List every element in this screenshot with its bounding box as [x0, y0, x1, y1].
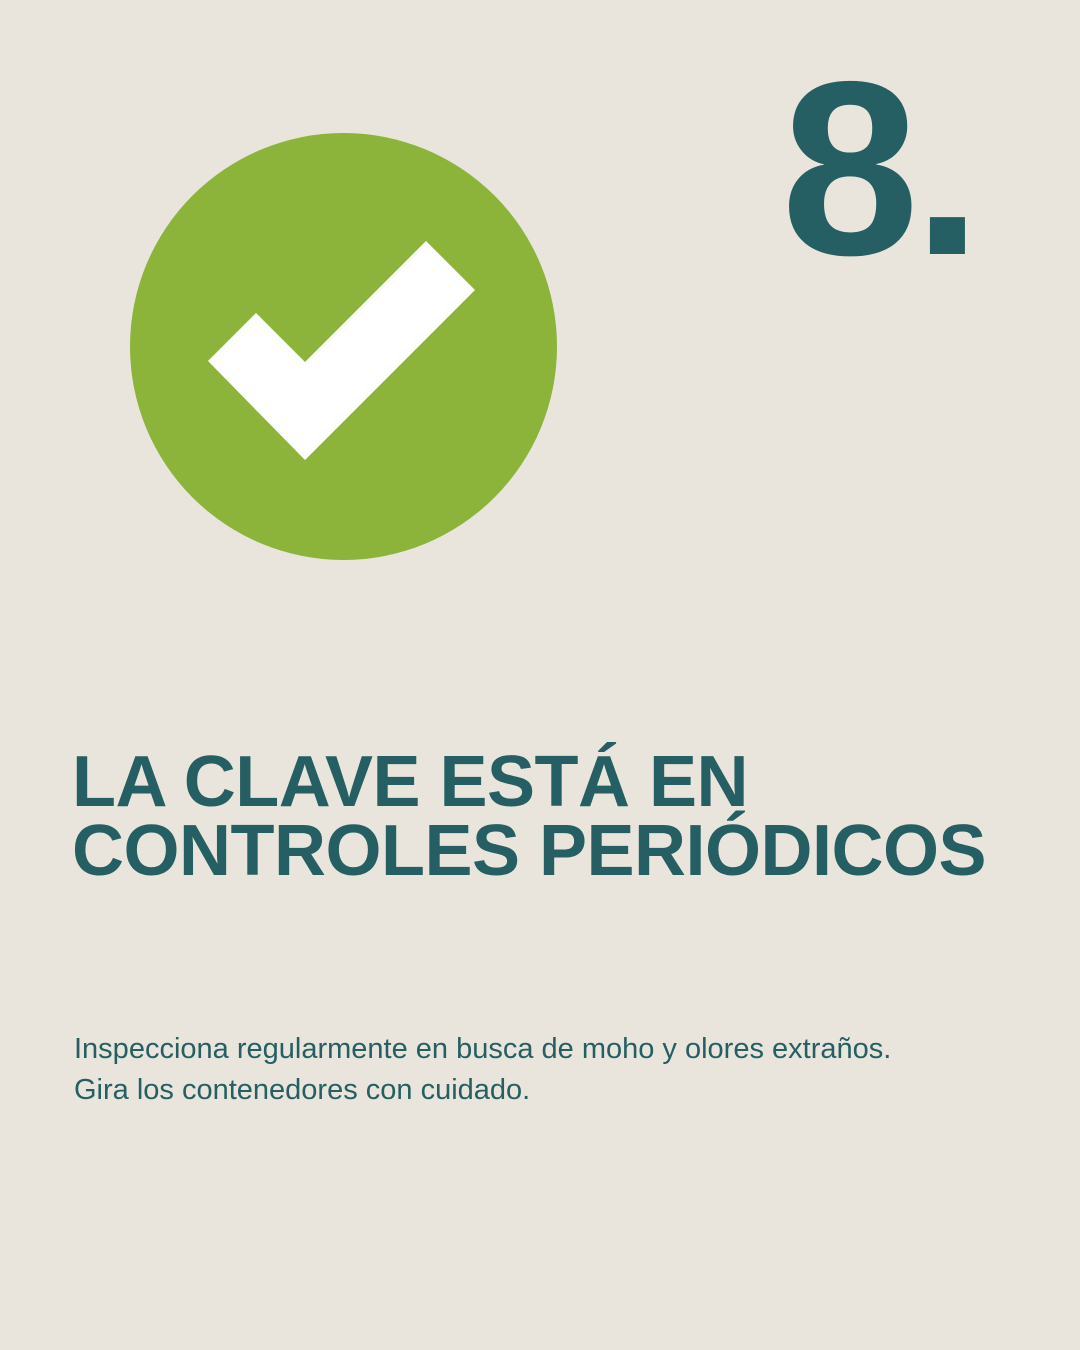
body-text: Inspecciona regularmente en busca de moho y olores extraños. Gira los contenedores con cuidado. [74, 1033, 892, 1107]
step-number: 8. [781, 29, 976, 307]
page-title: LA CLAVE ESTÁ EN CONTROLES PERIÓDICOS [72, 742, 987, 892]
check-circle-icon [130, 133, 557, 560]
